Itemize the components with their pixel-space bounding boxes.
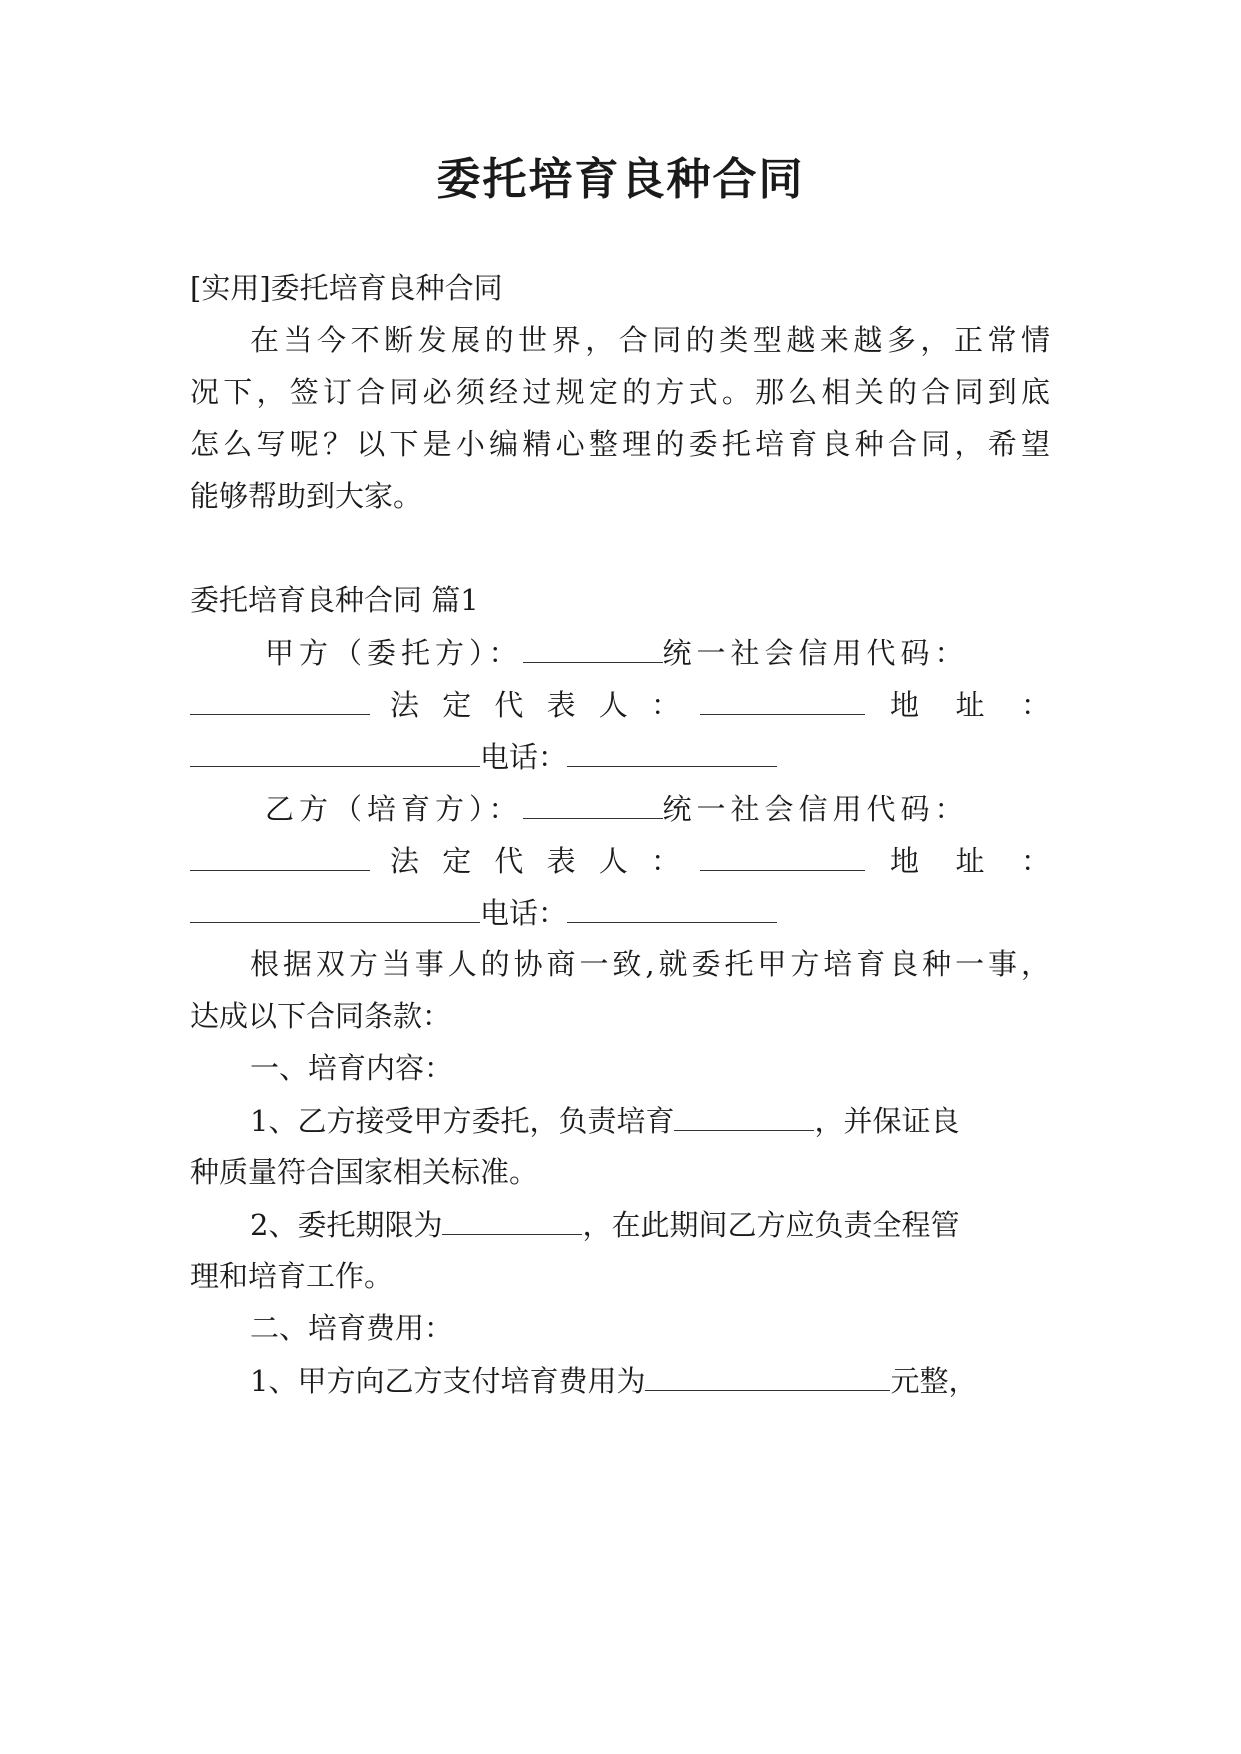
party-a-phone-label: 电话： xyxy=(480,740,568,774)
intro-line: 能够帮助到大家。 xyxy=(190,479,423,513)
clause-2-1-text-after: 元整， xyxy=(890,1364,978,1398)
clause-heading: 一、培育内容： xyxy=(250,1051,454,1085)
intro-line: 在当今不断发展的世界，合同的类型越来越多，正常情 xyxy=(250,323,1050,357)
party-b-row xyxy=(190,840,1050,881)
party-b-credit-code-label: 统一社会信用代码： xyxy=(662,792,969,826)
intro-line: 怎么写呢？以下是小编精心整理的委托培育良种合同，希望 xyxy=(190,427,1050,461)
party-b-phone-blank[interactable] xyxy=(567,892,777,923)
subtitle: [实用]委托培育良种合同 xyxy=(190,271,503,305)
clause-1-1-text: 1、乙方接受甲方委托，负责培育 xyxy=(250,1104,675,1138)
party-b-phone-label: 电话： xyxy=(480,896,568,930)
party-a-address-blank[interactable] xyxy=(190,736,480,767)
party-a-address-label: 地址： xyxy=(890,688,1050,722)
party-b-row xyxy=(265,788,1050,829)
clause-1-2-text-after: ，在此期间乙方应负责全程管 xyxy=(582,1208,960,1242)
party-b-row xyxy=(190,892,1050,933)
party-a-name-blank[interactable] xyxy=(523,632,663,663)
party-b-name-blank[interactable] xyxy=(523,788,663,819)
clause-2-1-blank[interactable] xyxy=(645,1360,890,1391)
clause-2-1-text: 1、甲方向乙方支付培育费用为 xyxy=(250,1364,646,1398)
clause-1-2 xyxy=(250,1204,1050,1245)
clause-1-1-text-after: ，并保证良 xyxy=(814,1104,960,1138)
party-a-credit-code-blank[interactable] xyxy=(190,684,370,715)
clause-1-1-cont: 种质量符合国家相关标准。 xyxy=(190,1155,539,1189)
preamble-line: 达成以下合同条款： xyxy=(190,999,452,1033)
party-b-address-label: 地址： xyxy=(890,844,1050,878)
party-a-row xyxy=(265,632,1050,673)
party-a-row xyxy=(190,736,1050,777)
clause-1-2-cont: 理和培育工作。 xyxy=(190,1259,394,1293)
intro-line: 况下，签订合同必须经过规定的方式。那么相关的合同到底 xyxy=(190,375,1050,409)
clause-1-1 xyxy=(250,1100,1050,1141)
party-b-legal-rep-blank[interactable] xyxy=(700,840,865,871)
party-b-legal-rep-label: 法定代表人： xyxy=(390,844,680,878)
clause-1-2-text: 2、委托期限为 xyxy=(250,1208,443,1242)
clause-heading: 二、培育费用： xyxy=(250,1311,454,1345)
preamble-line: 根据双方当事人的协商一致,就委托甲方培育良种一事， xyxy=(250,947,1050,981)
party-b-address-blank[interactable] xyxy=(190,892,480,923)
document-title: 委托培育良种合同 xyxy=(436,154,805,205)
clause-2-1 xyxy=(250,1360,1060,1401)
party-a-legal-rep-blank[interactable] xyxy=(700,684,865,715)
party-b-label: 乙方（培育方）： xyxy=(265,792,523,826)
party-a-phone-blank[interactable] xyxy=(567,736,777,767)
party-a-row xyxy=(190,684,1050,725)
party-b-credit-code-blank[interactable] xyxy=(190,840,370,871)
party-a-legal-rep-label: 法定代表人： xyxy=(390,688,680,722)
clause-1-2-blank[interactable] xyxy=(442,1204,582,1235)
clause-1-1-blank[interactable] xyxy=(674,1100,814,1131)
section-heading: 委托培育良种合同 篇1 xyxy=(190,583,479,617)
party-a-label: 甲方（委托方）： xyxy=(265,636,523,670)
party-a-credit-code-label: 统一社会信用代码： xyxy=(662,636,969,670)
